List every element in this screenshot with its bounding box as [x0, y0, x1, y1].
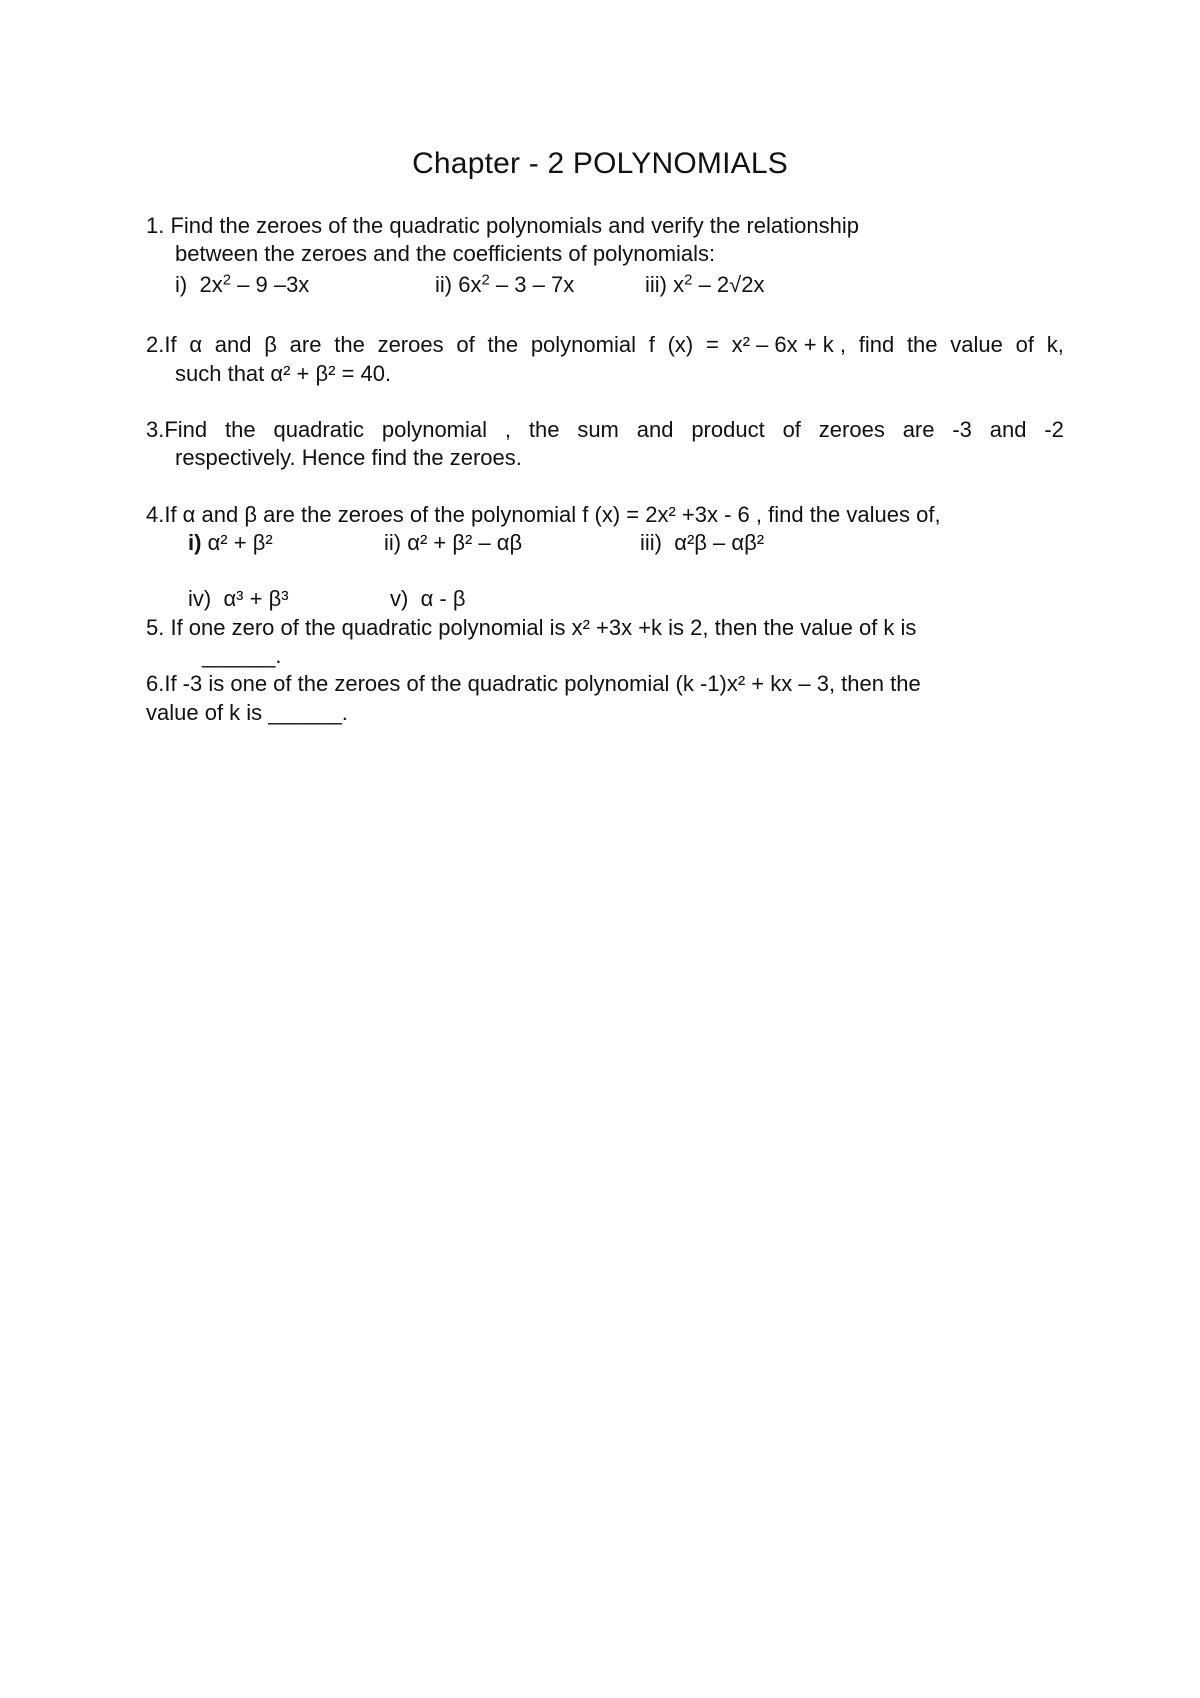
option-label: iv): [188, 586, 212, 611]
question-3-word: 3.Find: [146, 417, 208, 442]
question-5-line-2: ______.: [202, 643, 282, 668]
question-3-word: -2: [1044, 417, 1064, 442]
question-3-word: and: [636, 417, 674, 442]
option-label: i): [175, 272, 188, 297]
question-2-word: x² – 6x + k ,: [731, 332, 846, 357]
option-label: ii): [435, 272, 453, 297]
question-2-word: β: [264, 332, 277, 357]
question-3-word: product: [691, 417, 765, 442]
question-2-word: and: [214, 332, 252, 357]
option-expr: α²β – αβ²: [674, 530, 765, 555]
question-2-line-1: [146, 331, 1064, 359]
question-3-word: sum: [577, 417, 619, 442]
question-3-word: zeroes: [818, 417, 885, 442]
question-2-word: k,: [1046, 332, 1064, 357]
question-3-word: quadratic: [273, 417, 364, 442]
question-1-option-ii: ii) $6x^2 - 3 - 7x$: [435, 271, 575, 297]
option-expr-part: – 3 – 7x: [489, 272, 575, 297]
option-label: i): [188, 530, 202, 555]
question-1-line-1: 1. Find the zeroes of the quadratic polynomials and verify the relationship: [146, 213, 859, 238]
question-2-word: the: [334, 332, 365, 357]
question-4-option-i: [188, 529, 273, 557]
page-title: Chapter - 2 POLYNOMIALS: [412, 147, 788, 180]
question-2-word: zeroes: [377, 332, 444, 357]
question-4-option-v: [390, 585, 466, 613]
option-label: ii): [384, 530, 402, 555]
option-expr-part: 6x: [458, 272, 482, 297]
question-2-word: f: [648, 332, 655, 357]
question-3-word: and: [989, 417, 1027, 442]
question-2-word: of: [1015, 332, 1034, 357]
question-2-word: value: [950, 332, 1003, 357]
option-label: iii): [645, 272, 667, 297]
question-2-word: =: [706, 332, 719, 357]
option-expr-part: 2x: [199, 272, 223, 297]
option-expr: α³ + β³: [223, 586, 289, 611]
option-expr-part: x: [673, 272, 685, 297]
question-4-option-iv: [188, 585, 289, 613]
question-1-option-i: i) $2x^2 - 9$ –3x: [175, 271, 310, 297]
question-2-word: 2.If: [146, 332, 177, 357]
question-3-word: the: [528, 417, 560, 442]
option-expr-part: – 9 –3x: [231, 272, 310, 297]
question-3-word: the: [225, 417, 256, 442]
question-4-option-iii: [640, 529, 764, 557]
option-label: v): [390, 586, 409, 611]
question-2-word: the: [906, 332, 938, 357]
option-expr: α - β: [420, 586, 466, 611]
option-expr: α² + β²: [207, 530, 273, 555]
option-label: iii): [640, 530, 662, 555]
question-3-word: -3: [952, 417, 972, 442]
option-expr-part: – 2√2x: [692, 272, 765, 297]
question-2-word: find: [858, 332, 895, 357]
question-3-word: of: [782, 417, 801, 442]
question-2-word: α: [189, 332, 203, 357]
question-2-line-2: such that α² + β² = 40.: [175, 361, 392, 386]
question-1-line-2: between the zeroes and the coefficients of polynomials:: [175, 241, 716, 266]
option-expr: α² + β² – αβ: [407, 530, 523, 555]
question-5-line-1: 5. If one zero of the quadratic polynomial is x² +3x +k is 2, then the value of k is: [146, 615, 917, 640]
question-1-option-iii: iii) $x^2 - 2√2x$: [645, 271, 765, 297]
question-3-line-2: respectively. Hence find the zeroes.: [175, 445, 522, 470]
question-6-line-2: value of k is ______.: [146, 700, 348, 725]
question-2-word: polynomial: [530, 332, 636, 357]
question-6-line-1: 6.If -3 is one of the zeroes of the quadratic polynomial (k -1)x² + kx – 3, then the: [146, 671, 921, 696]
question-3-word: are: [902, 417, 935, 442]
question-2-word: (x): [667, 332, 694, 357]
question-3-word: ,: [504, 417, 511, 442]
question-2-word: are: [289, 332, 322, 357]
question-4-option-ii: [384, 529, 522, 557]
question-3-word: polynomial: [381, 417, 488, 442]
question-3-line-1: [146, 416, 1064, 444]
question-2-word: of: [456, 332, 475, 357]
question-4-line-1: 4.If α and β are the zeroes of the polynomial f (x) = 2x² +3x - 6 , find the values of,: [146, 502, 941, 527]
question-2-word: the: [487, 332, 519, 357]
